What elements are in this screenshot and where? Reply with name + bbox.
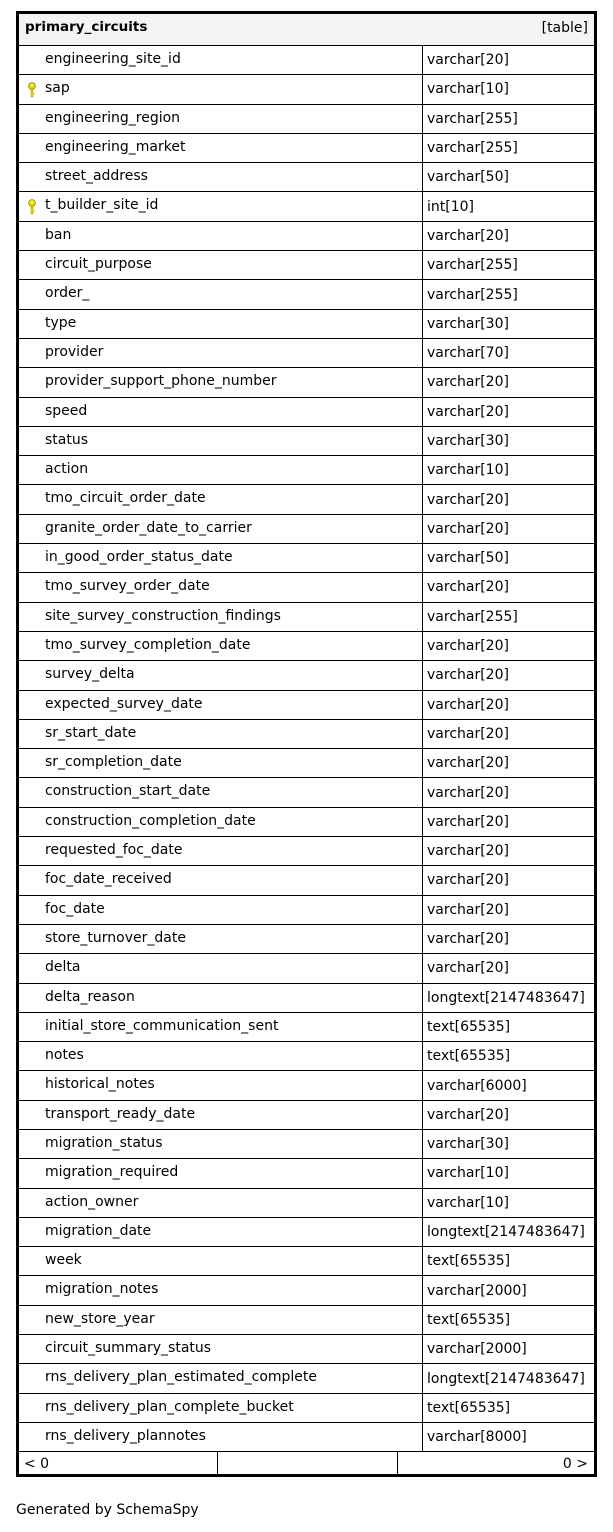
- column-type-cell: [423, 163, 594, 191]
- table-row[interactable]: [19, 1071, 594, 1100]
- column-type-cell: [423, 837, 594, 865]
- column-type: varchar[20]: [427, 931, 509, 948]
- table-row[interactable]: [19, 632, 594, 661]
- column-name: sr_completion_date: [45, 754, 182, 771]
- column-name-cell: [19, 1335, 423, 1363]
- table-row[interactable]: [19, 310, 594, 339]
- column-type-cell: [423, 368, 594, 396]
- column-type: varchar[10]: [427, 81, 509, 98]
- column-type-cell: [423, 896, 594, 924]
- column-name: sr_start_date: [45, 724, 137, 741]
- column-name: new_store_year: [45, 1310, 155, 1327]
- column-name: sap: [45, 80, 70, 97]
- column-type: varchar[20]: [427, 784, 509, 801]
- column-type-cell: [423, 1130, 594, 1158]
- column-type: varchar[255]: [427, 257, 518, 274]
- table-row[interactable]: [19, 280, 594, 309]
- column-name: foc_date: [45, 900, 105, 917]
- column-name-cell: [19, 837, 423, 865]
- column-type-cell: [423, 134, 594, 162]
- column-type-cell: [423, 1247, 594, 1275]
- column-type-cell: [423, 1276, 594, 1304]
- table-name[interactable]: primary_circuits: [25, 19, 148, 35]
- column-name-cell: [19, 954, 423, 982]
- column-type: varchar[20]: [427, 813, 509, 830]
- column-name: engineering_region: [45, 109, 181, 126]
- column-type: varchar[20]: [427, 1106, 509, 1123]
- column-name: initial_store_communication_sent: [45, 1017, 279, 1034]
- column-name-cell: [19, 632, 423, 660]
- column-type: varchar[20]: [427, 579, 509, 596]
- column-name-cell: [19, 1013, 423, 1041]
- column-type-cell: [423, 1042, 594, 1070]
- column-type: text[65535]: [427, 1253, 511, 1270]
- column-type: text[65535]: [427, 1018, 511, 1035]
- column-type-cell: [423, 1189, 594, 1217]
- column-type: varchar[30]: [427, 433, 509, 449]
- column-name-cell: [19, 544, 423, 572]
- column-name: engineering_market: [45, 138, 186, 155]
- column-name: site_survey_construction_findings: [45, 607, 281, 624]
- column-type-cell: [423, 1306, 594, 1334]
- generated-by-label: Generated by SchemaSpy: [16, 1502, 199, 1518]
- column-name: migration_notes: [45, 1281, 159, 1298]
- column-type-cell: [423, 427, 594, 455]
- table-row[interactable]: [19, 603, 594, 632]
- column-name-cell: [19, 485, 423, 513]
- table-row[interactable]: [19, 1218, 594, 1247]
- column-type-cell: [423, 1071, 594, 1099]
- column-type-cell: [423, 691, 594, 719]
- column-name: week: [45, 1252, 82, 1269]
- table-row[interactable]: [19, 1364, 594, 1393]
- column-name-cell: [19, 192, 423, 220]
- column-type-cell: [423, 778, 594, 806]
- table-row[interactable]: [19, 222, 594, 251]
- column-name: ban: [45, 226, 72, 243]
- column-name-cell: [19, 720, 423, 748]
- column-name-cell: [19, 1364, 423, 1392]
- column-name-cell: [19, 368, 423, 396]
- table-row[interactable]: [19, 398, 594, 427]
- column-name: survey_delta: [45, 666, 135, 683]
- table-row[interactable]: [19, 1189, 594, 1218]
- column-type: varchar[30]: [427, 1136, 509, 1153]
- table-footer: [19, 1452, 594, 1476]
- column-type-cell: [423, 310, 594, 338]
- table-row[interactable]: [19, 339, 594, 368]
- column-name: store_turnover_date: [45, 929, 186, 946]
- column-name-cell: [19, 398, 423, 426]
- column-name: status: [45, 431, 89, 448]
- column-name-cell: [19, 46, 423, 74]
- column-type: varchar[20]: [427, 667, 509, 684]
- table-row[interactable]: [19, 134, 594, 163]
- primary-key-icon: [27, 199, 37, 215]
- column-name: requested_foc_date: [45, 842, 183, 859]
- table-row[interactable]: [19, 515, 594, 544]
- table-row[interactable]: [19, 1013, 594, 1042]
- column-type: varchar[2000]: [427, 1282, 527, 1299]
- table-row[interactable]: [19, 896, 594, 925]
- column-name-cell: [19, 778, 423, 806]
- column-type: longtext[2147483647]: [427, 989, 585, 1006]
- column-type-cell: [423, 1335, 594, 1363]
- column-type: int[10]: [427, 198, 474, 215]
- column-type-cell: [423, 573, 594, 601]
- column-type: varchar[10]: [427, 1194, 509, 1211]
- column-type: varchar[20]: [427, 960, 509, 977]
- column-name: action: [45, 461, 89, 478]
- column-type: text[65535]: [427, 1311, 511, 1328]
- column-name: in_good_order_status_date: [45, 549, 233, 566]
- table-row[interactable]: [19, 427, 594, 456]
- column-name-cell: [19, 163, 423, 191]
- table-row[interactable]: [19, 1130, 594, 1159]
- column-name: rns_delivery_plan_estimated_complete: [45, 1369, 318, 1386]
- column-name: historical_notes: [45, 1076, 155, 1093]
- table-row[interactable]: [19, 984, 594, 1013]
- column-name: rns_delivery_plannotes: [45, 1427, 206, 1444]
- table-header: [19, 14, 594, 46]
- column-name: granite_order_date_to_carrier: [45, 519, 252, 536]
- column-type-cell: [423, 544, 594, 572]
- table-row[interactable]: [19, 1306, 594, 1335]
- parents-count: [19, 1452, 218, 1475]
- column-type: varchar[20]: [427, 403, 509, 420]
- column-type: varchar[20]: [427, 374, 509, 391]
- column-name: order_: [45, 285, 90, 302]
- column-type: varchar[20]: [427, 638, 509, 655]
- column-type: varchar[20]: [427, 696, 509, 713]
- column-type-cell: [423, 1013, 594, 1041]
- column-name: rns_delivery_plan_complete_bucket: [45, 1398, 294, 1415]
- table-row[interactable]: [19, 1101, 594, 1130]
- column-type-cell: [423, 1423, 594, 1451]
- column-name: transport_ready_date: [45, 1105, 196, 1122]
- table-row[interactable]: [19, 456, 594, 485]
- table-row[interactable]: [19, 368, 594, 397]
- column-name: tmo_survey_completion_date: [45, 636, 251, 653]
- column-name-cell: [19, 661, 423, 689]
- column-type-cell: [423, 251, 594, 279]
- column-name: engineering_site_id: [45, 51, 181, 67]
- column-name-cell: [19, 984, 423, 1012]
- table-row[interactable]: [19, 485, 594, 514]
- table-row[interactable]: [19, 251, 594, 280]
- column-name: street_address: [45, 168, 148, 185]
- column-type: varchar[20]: [427, 52, 509, 69]
- column-type-cell: [423, 661, 594, 689]
- column-type-cell: [423, 280, 594, 308]
- column-name-cell: [19, 896, 423, 924]
- table-row[interactable]: [19, 837, 594, 866]
- column-type: varchar[20]: [427, 901, 509, 918]
- column-name-cell: [19, 1101, 423, 1129]
- table-row[interactable]: [19, 1394, 594, 1423]
- column-type-cell: [423, 925, 594, 953]
- column-type: varchar[6000]: [427, 1077, 527, 1094]
- column-type-cell: [423, 398, 594, 426]
- table-row[interactable]: [19, 1335, 594, 1364]
- column-type: varchar[70]: [427, 345, 509, 362]
- column-name-cell: [19, 808, 423, 836]
- column-name-cell: [19, 1218, 423, 1246]
- column-type-cell: [423, 984, 594, 1012]
- column-name: t_builder_site_id: [45, 197, 159, 214]
- column-type-cell: [423, 1159, 594, 1187]
- column-name: delta_reason: [45, 988, 135, 1005]
- column-name-cell: [19, 310, 423, 338]
- column-name: migration_date: [45, 1222, 152, 1239]
- column-type-cell: [423, 1101, 594, 1129]
- column-type: varchar[10]: [427, 1165, 509, 1182]
- column-type-cell: [423, 192, 594, 220]
- column-type-cell: [423, 808, 594, 836]
- column-name-cell: [19, 1394, 423, 1422]
- column-name: migration_status: [45, 1134, 163, 1151]
- column-name: construction_completion_date: [45, 812, 256, 829]
- primary-key-icon: [27, 82, 37, 98]
- column-name: provider: [45, 343, 104, 360]
- column-name: notes: [45, 1047, 84, 1064]
- column-type-cell: [423, 603, 594, 631]
- column-type: varchar[20]: [427, 520, 509, 537]
- table-row[interactable]: [19, 544, 594, 573]
- footer-spacer: [218, 1452, 398, 1475]
- column-type: text[65535]: [427, 1048, 511, 1065]
- column-type-cell: [423, 46, 594, 74]
- column-type: varchar[8000]: [427, 1429, 527, 1446]
- column-name-cell: [19, 134, 423, 162]
- column-name: expected_survey_date: [45, 695, 203, 712]
- column-name: construction_start_date: [45, 783, 211, 800]
- column-type: varchar[20]: [427, 725, 509, 742]
- column-type-cell: [423, 749, 594, 777]
- column-type-cell: [423, 222, 594, 250]
- column-name-cell: [19, 925, 423, 953]
- table-row[interactable]: [19, 1423, 594, 1452]
- table-row[interactable]: [19, 105, 594, 134]
- column-name-cell: [19, 105, 423, 133]
- table-row[interactable]: [19, 778, 594, 807]
- column-name: tmo_survey_order_date: [45, 578, 210, 595]
- column-name-cell: [19, 1423, 423, 1451]
- column-name-cell: [19, 339, 423, 367]
- column-list: [19, 46, 594, 1452]
- column-name: type: [45, 314, 77, 331]
- column-name: delta: [45, 959, 81, 976]
- table-row[interactable]: [19, 808, 594, 837]
- column-type: varchar[20]: [427, 872, 509, 889]
- column-type-cell: [423, 339, 594, 367]
- column-type: varchar[255]: [427, 140, 518, 157]
- column-type-cell: [423, 105, 594, 133]
- column-type: varchar[255]: [427, 286, 518, 303]
- table-row[interactable]: [19, 661, 594, 690]
- column-type-cell: [423, 866, 594, 894]
- column-name-cell: [19, 749, 423, 777]
- table-row[interactable]: [19, 163, 594, 192]
- column-name-cell: [19, 866, 423, 894]
- children-count-label: 0 >: [562, 1455, 588, 1472]
- column-type-cell: [423, 1364, 594, 1392]
- column-name: speed: [45, 402, 88, 419]
- column-type: varchar[30]: [427, 315, 509, 332]
- column-type: varchar[2000]: [427, 1341, 527, 1358]
- table-row[interactable]: [19, 192, 594, 221]
- column-name-cell: [19, 603, 423, 631]
- column-type: varchar[20]: [427, 491, 509, 508]
- column-name-cell: [19, 573, 423, 601]
- column-name: provider_support_phone_number: [45, 373, 277, 390]
- column-type-cell: [423, 75, 594, 103]
- column-type: varchar[50]: [427, 169, 509, 186]
- column-name-cell: [19, 75, 423, 103]
- column-type-cell: [423, 1218, 594, 1246]
- table-row[interactable]: [19, 866, 594, 895]
- column-type-cell: [423, 720, 594, 748]
- table-row[interactable]: [19, 1247, 594, 1276]
- column-name-cell: [19, 1306, 423, 1334]
- column-type: varchar[255]: [427, 608, 518, 625]
- column-name: action_owner: [45, 1193, 139, 1210]
- column-type: varchar[20]: [427, 843, 509, 860]
- table-row[interactable]: [19, 75, 594, 104]
- column-name-cell: [19, 280, 423, 308]
- column-type: varchar[10]: [427, 462, 509, 479]
- table-row[interactable]: [19, 925, 594, 954]
- schema-table: [16, 11, 597, 1477]
- table-row[interactable]: [19, 691, 594, 720]
- table-row[interactable]: [19, 573, 594, 602]
- parents-count-label: < 0: [24, 1455, 50, 1472]
- table-kind: [table]: [541, 20, 588, 36]
- column-name-cell: [19, 1071, 423, 1099]
- table-row[interactable]: [19, 954, 594, 983]
- table-row[interactable]: [19, 46, 594, 75]
- children-count: [398, 1452, 594, 1475]
- column-type: varchar[20]: [427, 755, 509, 772]
- column-type: text[65535]: [427, 1399, 511, 1416]
- column-type-cell: [423, 485, 594, 513]
- column-name: tmo_circuit_order_date: [45, 490, 206, 507]
- column-name-cell: [19, 1189, 423, 1217]
- column-name-cell: [19, 1042, 423, 1070]
- table-row[interactable]: [19, 1159, 594, 1188]
- column-type: varchar[20]: [427, 227, 509, 244]
- table-row[interactable]: [19, 1276, 594, 1305]
- table-row[interactable]: [19, 749, 594, 778]
- column-name-cell: [19, 427, 423, 455]
- column-name-cell: [19, 1159, 423, 1187]
- column-type-cell: [423, 456, 594, 484]
- column-name-cell: [19, 222, 423, 250]
- column-name-cell: [19, 1276, 423, 1304]
- column-name-cell: [19, 456, 423, 484]
- column-type: longtext[2147483647]: [427, 1370, 585, 1387]
- column-type-cell: [423, 1394, 594, 1422]
- column-name-cell: [19, 1247, 423, 1275]
- column-name-cell: [19, 691, 423, 719]
- column-name-cell: [19, 251, 423, 279]
- column-type-cell: [423, 954, 594, 982]
- table-row[interactable]: [19, 1042, 594, 1071]
- column-name: circuit_purpose: [45, 256, 152, 273]
- table-row[interactable]: [19, 720, 594, 749]
- column-type: varchar[50]: [427, 550, 509, 567]
- column-name-cell: [19, 515, 423, 543]
- column-name: foc_date_received: [45, 871, 172, 888]
- column-name-cell: [19, 1130, 423, 1158]
- column-name: circuit_summary_status: [45, 1340, 212, 1357]
- column-type-cell: [423, 632, 594, 660]
- column-name: migration_required: [45, 1164, 179, 1181]
- column-type: varchar[255]: [427, 110, 518, 127]
- column-type-cell: [423, 515, 594, 543]
- column-type: longtext[2147483647]: [427, 1224, 585, 1241]
